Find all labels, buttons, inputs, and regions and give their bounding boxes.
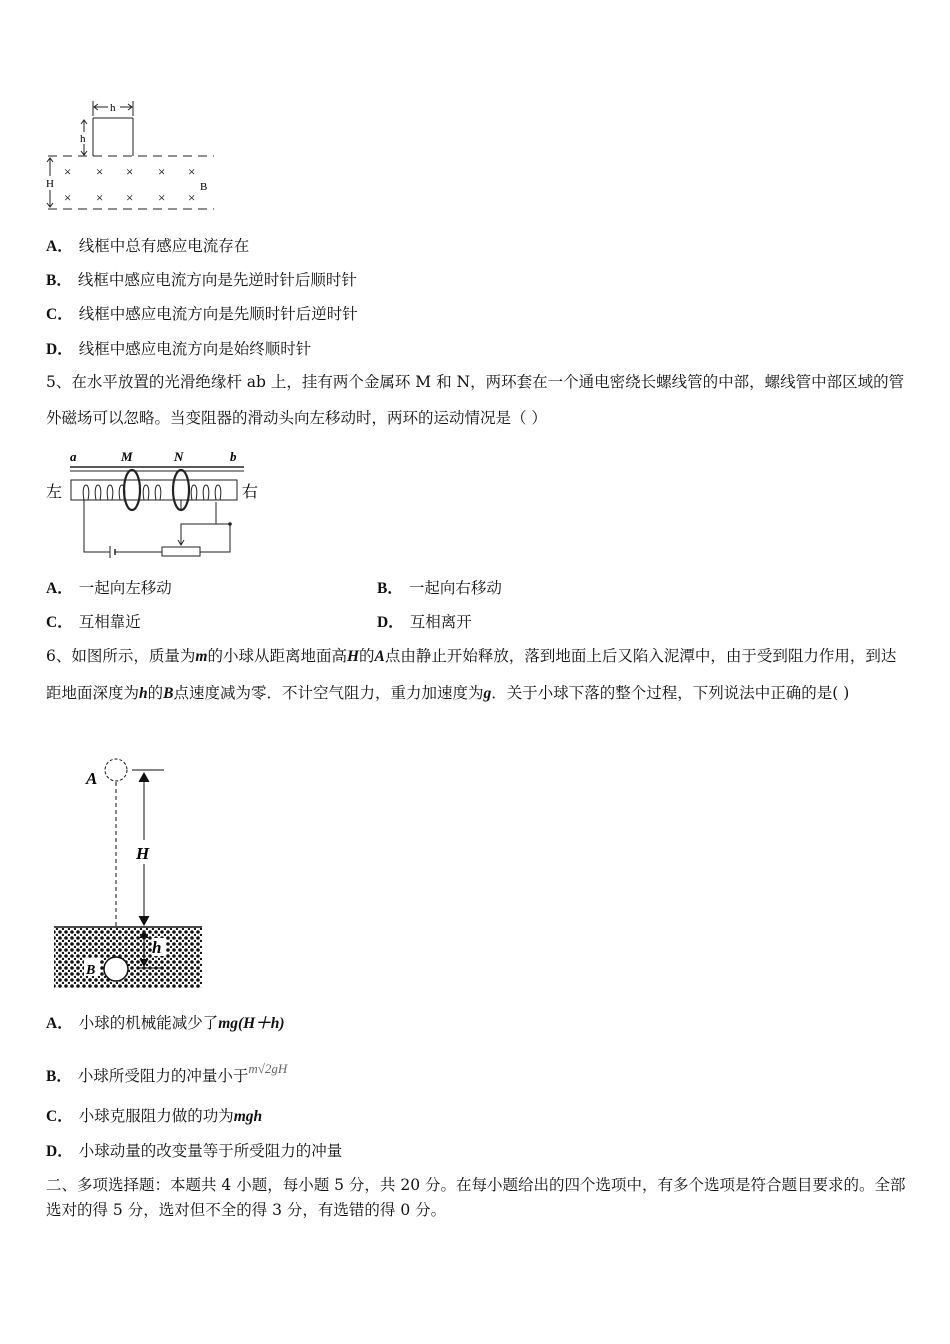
- q6-option-d: D． 小球动量的改变量等于所受阻力的冲量: [46, 1142, 343, 1160]
- q5-option-d: D． 互相离开: [377, 613, 472, 631]
- q4-option-a: A． 线框中总有感应电流存在: [46, 237, 250, 255]
- q5-stem: 5、在水平放置的光滑绝缘杆 ab 上，挂有两个金属环 M 和 N，两环套在一个通电密绕长螺线管的中部，螺线管中部区域的管外磁场可以忽略。当变阻器的滑动头向左移动时，两环的运动情况是（ ）: [46, 373, 905, 427]
- figure-ball-mud: [52, 756, 212, 992]
- q5-option-a: A． 一起向左移动: [46, 579, 172, 597]
- svg-text:×: ×: [64, 190, 72, 205]
- q6-option-a: A． 小球的机械能减少了mg(H＋h): [46, 1014, 285, 1032]
- figure-frame-magnetic-field: [44, 98, 219, 216]
- label-h-side: h: [80, 133, 86, 145]
- label-h: h: [152, 938, 162, 957]
- svg-text:×: ×: [126, 164, 134, 179]
- q6-stem: 6、如图所示，质量为m的小球从距离地面高H的A点由静止开始释放，落到地面上后又陷入泥潭中，由于受到阻力作用，到达距地面深度为h的B点速度减为零．不计空气阻力，重力加速度为g．关于小球下落的整个过程，下列说法中正确的是( ): [46, 647, 897, 702]
- label-A: A: [86, 769, 98, 788]
- label-H: H: [46, 178, 54, 190]
- q4-option-b: B． 线框中感应电流方向是先逆时针后顺时针: [46, 271, 357, 289]
- svg-text:×: ×: [188, 164, 196, 179]
- svg-text:×: ×: [188, 190, 196, 205]
- label-B: B: [86, 963, 96, 978]
- formula-m-sqrt-2gH: m√2gH: [248, 1061, 288, 1076]
- q5-option-c: C． 互相靠近: [46, 613, 141, 631]
- label-b: b: [230, 449, 237, 464]
- label-a: a: [70, 449, 77, 464]
- svg-text:×: ×: [96, 190, 104, 205]
- q6-option-c: C． 小球克服阻力做的功为mgh: [46, 1107, 263, 1125]
- q4-option-d: D． 线框中感应电流方向是始终顺时针: [46, 340, 312, 358]
- label-left: 左: [46, 484, 63, 501]
- label-B: B: [200, 181, 208, 193]
- label-N: N: [174, 449, 184, 464]
- q5-option-b: B． 一起向右移动: [377, 579, 502, 597]
- svg-text:×: ×: [96, 164, 104, 179]
- field-crosses: [64, 164, 195, 205]
- svg-text:×: ×: [158, 190, 166, 205]
- svg-text:×: ×: [158, 164, 166, 179]
- q6-option-b: B． 小球所受阻力的冲量小于$^{m√2gH}$: [46, 1061, 288, 1085]
- label-right: 右: [242, 484, 259, 501]
- figure-solenoid: [44, 444, 264, 562]
- q4-option-c: C． 线框中感应电流方向是先顺时针后逆时针: [46, 305, 358, 323]
- section2-instructions: 二、多项选择题：本题共 4 小题，每小题 5 分，共 20 分。在每小题给出的四个选项中，有多个选项是符合题目要求的。全部选对的得 5 分，选对但不全的得 3 分，有选错的得 0 分。: [46, 1176, 906, 1219]
- label-h-top: h: [110, 102, 116, 114]
- label-H: H: [136, 844, 150, 863]
- svg-text:×: ×: [126, 190, 134, 205]
- svg-text:×: ×: [64, 164, 72, 179]
- label-M: M: [121, 449, 133, 464]
